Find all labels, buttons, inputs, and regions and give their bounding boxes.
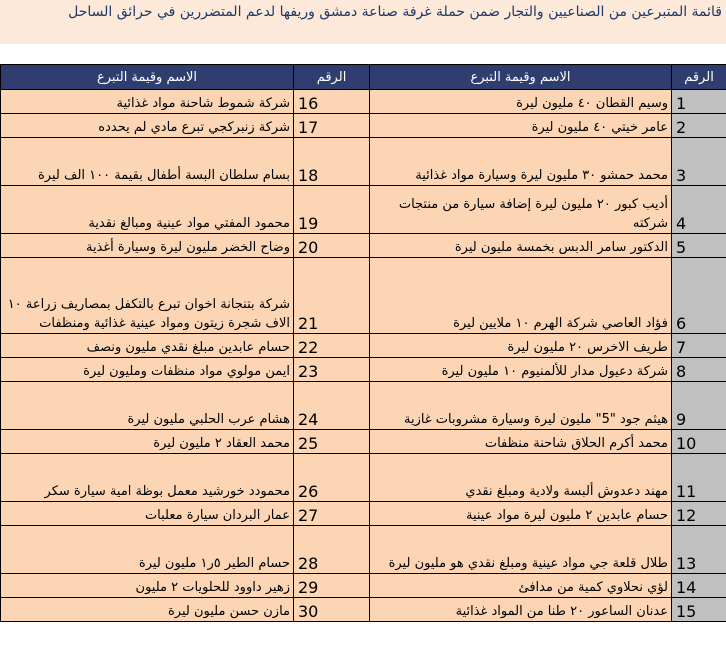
donor-name: عمار البردان سيارة معلبات [1,502,294,526]
donor-name: حسام الطير ٥ر١ مليون ليرة [1,526,294,574]
row-number: 8 [672,358,726,382]
table-row [1,334,726,358]
donors-table [0,64,726,622]
row-number: 16 [294,90,370,114]
donor-name: محمود المفتي مواد عينية ومبالغ نقدية [1,186,294,234]
header-num: الرقم [672,65,726,90]
donor-name: لؤي نحلاوي كمية من مدافئ [370,574,672,598]
row-number: 11 [672,454,726,502]
donor-name: طريف الاخرس ٢٠ مليون ليرة [370,334,672,358]
donor-name: شركة شموط شاحنة مواد غذائية [1,90,294,114]
row-number: 10 [672,430,726,454]
donor-name: حسام عابدين مبلغ نقدي مليون ونصف [1,334,294,358]
donor-name: وسيم القطان ٤٠ مليون ليرة [370,90,672,114]
table-row [1,186,726,234]
row-number: 14 [672,574,726,598]
donor-name: شركة دعيول مدار للألمنيوم ١٠ مليون ليرة [370,358,672,382]
table-row [1,430,726,454]
row-number: 15 [672,598,726,622]
header-num: الرقم [294,65,370,90]
table-row [1,598,726,622]
table-row [1,234,726,258]
donor-name: زهير داوود للحلويات ٢ مليون [1,574,294,598]
row-number: 24 [294,382,370,430]
row-number: 17 [294,114,370,138]
donor-name: أديب كبور ٢٠ مليون ليرة إضافة سيارة من منتجات شركته [370,186,672,234]
donor-name: طلال قلعة جي مواد عينية ومبلغ نقدي هو مليون ليرة [370,526,672,574]
donor-name: ايمن مولوي مواد منظفات ومليون ليرة [1,358,294,382]
page-title: قائمة المتبرعين من الصناعيين والتجار ضمن حملة غرفة صناعة دمشق وريفها لدعم المتضررين في حرائق الساحل [0,0,726,44]
donor-name: مهند دعدوش ألبسة ولادية ومبلغ نقدي [370,454,672,502]
table-row [1,382,726,430]
donor-name: محمد العقاد ٢ مليون ليرة [1,430,294,454]
row-number: 18 [294,138,370,186]
donor-name: هيثم جود "5" مليون ليرة وسيارة مشروبات غازية [370,382,672,430]
row-number: 29 [294,574,370,598]
row-number: 3 [672,138,726,186]
row-number: 1 [672,90,726,114]
donor-name: فؤاد العاصي شركة الهرم ١٠ ملايين ليرة [370,258,672,334]
donor-name: حسام عابدين ٢ مليون ليرة مواد عينية [370,502,672,526]
row-number: 9 [672,382,726,430]
donor-name: مازن حسن مليون ليرة [1,598,294,622]
donor-name: عامر خيتي ٤٠ مليون ليرة [370,114,672,138]
row-number: 28 [294,526,370,574]
header-name: الاسم وقيمة التبرع [370,65,672,90]
table-row [1,526,726,574]
donor-name: بسام سلطان البسة أطفال بقيمة ١٠٠ الف ليرة [1,138,294,186]
row-number: 12 [672,502,726,526]
row-number: 6 [672,258,726,334]
donor-name: محمد حمشو ٣٠ مليون ليرة وسيارة مواد غذائية [370,138,672,186]
table-row [1,258,726,334]
row-number: 19 [294,186,370,234]
table-row [1,114,726,138]
row-number: 13 [672,526,726,574]
donor-name: محمد أكرم الحلاق شاحنة منظفات [370,430,672,454]
row-number: 21 [294,258,370,334]
row-number: 4 [672,186,726,234]
row-number: 25 [294,430,370,454]
row-number: 2 [672,114,726,138]
spacer [0,44,726,64]
table-row [1,502,726,526]
row-number: 5 [672,234,726,258]
table-row [1,90,726,114]
donor-name: شركة زنبركجي تبرع مادي لم يحدده [1,114,294,138]
header-row [1,65,726,90]
donor-name: وضاح الخضر مليون ليرة وسيارة أغذية [1,234,294,258]
table-row [1,358,726,382]
donor-name: هشام عرب الحلبي مليون ليرة [1,382,294,430]
row-number: 7 [672,334,726,358]
header-name: الاسم وقيمة التبرع [1,65,294,90]
row-number: 30 [294,598,370,622]
donor-name: عدنان الساعور ٢٠ طنا من المواد غذائية [370,598,672,622]
donor-name: محمودد خورشيد معمل بوظة امية سيارة سكر [1,454,294,502]
row-number: 20 [294,234,370,258]
table-row [1,454,726,502]
row-number: 26 [294,454,370,502]
row-number: 27 [294,502,370,526]
table-row [1,138,726,186]
table-row [1,574,726,598]
row-number: 22 [294,334,370,358]
donor-name: شركة بتنجانة اخوان تبرع بالتكفل بمصاريف زراعة ١٠ الاف شجرة زيتون ومواد عينية غذائية ومنظفات [1,258,294,334]
donor-name: الدكتور سامر الدبس بخمسة مليون ليرة [370,234,672,258]
row-number: 23 [294,358,370,382]
